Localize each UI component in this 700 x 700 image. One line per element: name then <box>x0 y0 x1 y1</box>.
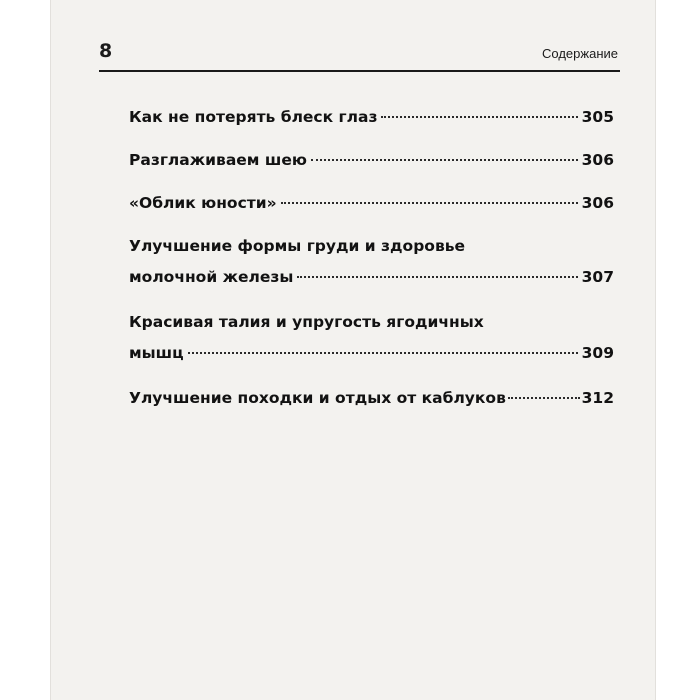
toc-entry-line <box>129 231 614 261</box>
toc-entry-title: «Облик юности» <box>129 194 277 212</box>
toc-entry-page: 305 <box>581 108 614 126</box>
toc-entry-title: Улучшение походки и отдых от каблуков <box>129 389 506 407</box>
dot-leader <box>281 202 578 204</box>
toc-entry-line <box>129 102 614 132</box>
dot-leader <box>381 116 577 118</box>
page-header <box>99 38 620 72</box>
dot-leader <box>297 276 577 278</box>
toc-entry-page: 309 <box>581 344 614 362</box>
toc-entry-page: 306 <box>581 151 614 169</box>
toc-entry <box>129 145 614 175</box>
toc-entry-title: Красивая талия и упругость ягодичных <box>129 313 484 331</box>
running-head: Содержание <box>542 46 618 61</box>
dot-leader <box>311 159 578 161</box>
toc-entry-title-continued: мышц <box>129 344 184 362</box>
toc-entry <box>129 102 614 132</box>
toc-entry-line <box>129 188 614 218</box>
toc-entry <box>129 188 614 218</box>
toc-entry-page: 312 <box>581 389 614 407</box>
toc-entry-page: 307 <box>581 268 614 286</box>
toc-entry-line <box>129 261 614 294</box>
toc-entry-title: Разглаживаем шею <box>129 151 307 169</box>
toc-entry-line <box>129 145 614 175</box>
toc-entry-title-continued: молочной железы <box>129 268 294 286</box>
show-through-texture <box>241 360 656 700</box>
toc-entry-title: Как не потерять блеск глаз <box>129 108 378 126</box>
dot-leader <box>188 352 578 354</box>
book-page <box>50 0 656 700</box>
toc-entry-title: Улучшение формы груди и здоровье <box>129 237 466 255</box>
page-number: 8 <box>99 40 113 62</box>
toc-entry-line <box>129 307 614 337</box>
toc-entry-page: 306 <box>581 194 614 212</box>
toc-entry <box>129 231 614 294</box>
